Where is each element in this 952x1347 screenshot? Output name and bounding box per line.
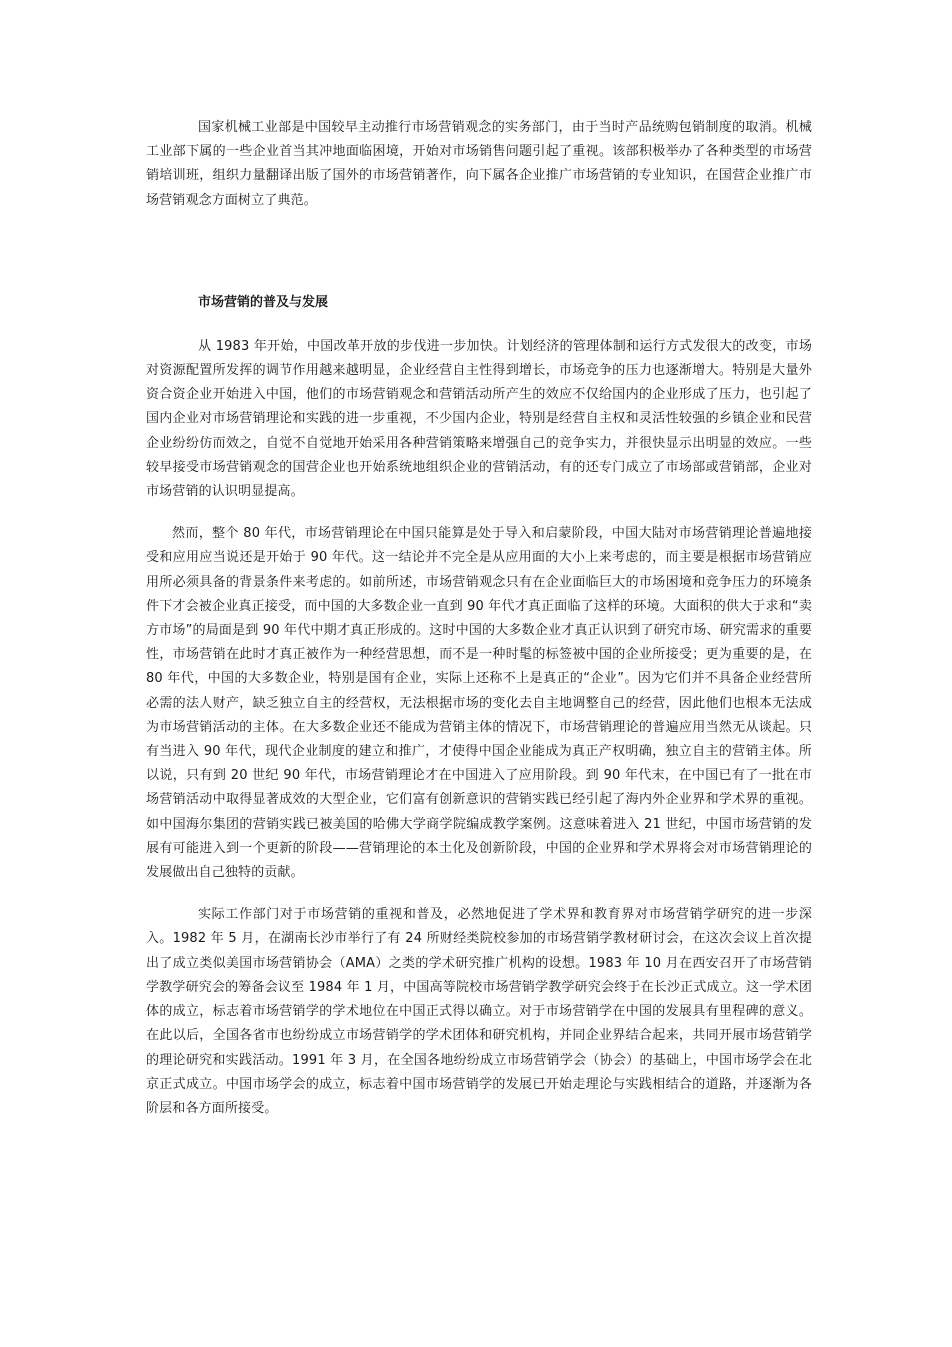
body-paragraph: 实际工作部门对于市场营销的重视和普及，必然地促进了学术界和教育界对市场营销学研究的进一步深入。1982 年 5 月，在湖南长沙市举行了有 24 所财经类院校参加的市场营销学教材研讨会，在这次会议上首次提出了成立类似美国市场营销协会（AMA）之类的学术研究推广机构的设想。1983 年 10 月在西安召开了市场营销学教学研究会的筹备会议至 1984 年 1 月，中国高等院校市场营销学教学研究会终于在长沙正式成立。这一学术团体的成立，标志着市场营销学的学术地位在中国正式得以确立。对于市场营销学在中国的发展具有里程碑的意义。在此以后，全国各省市也纷纷成立市场营销学的学术团体和研究机构，并同企业界结合起来，共同开展市场营销学的理论研究和实践活动。1991 年 3 月，在全国各地纷纷成立市场营销学会（协会）的基础上，中国市场学会在北京正式成立。中国市场学会的成立，标志着中国市场营销学的发展已开始走理论与实践相结合的道路，并逐渐为各阶层和各方面所接受。 (146, 907, 812, 1116)
spacer (146, 504, 812, 522)
intro-paragraph: 国家机械工业部是中国较早主动推行市场营销观念的实务部门，由于当时产品统购包销制度的取消。机械工业部下属的一些企业首当其冲地面临困境，开始对市场销售问题引起了重视。该部积极举办了各种类型的市场营销培训班，组织力量翻译出版了国外的市场营销著作，向下属各企业推广市场营销的专业知识，在国营企业推广市场营销观念方面树立了典范。 (146, 120, 812, 208)
spacer (146, 315, 812, 335)
body-paragraph: 然而，整个 80 年代，市场营销理论在中国只能算是处于导入和启蒙阶段，中国大陆对市场营销理论普遍地接受和应用应当说还是开始于 90 年代。这一结论并不完全是从应用面的大小上来考虑的，而主要是根据市场营销应用所必须具备的背景条件来考虑的。如前所述，市场营销观念只有在企业面临巨大的市场困境和竞争压力的环境条件下才会被企业真正接受，而中国的大多数企业一直到 90 年代才真正面临了这样的环境。大面积的供大于求和“卖方市场”的局面是到 90 年代中期才真正形成的。这时中国的大多数企业才真正认识到了研究市场、研究需求的重要性，市场营销在此时才真正被作为一种经营思想，而不是一种时髦的标签被中国的企业所接受；更为重要的是，在 80 年代，中国的大多数企业，特别是国有企业，实际上还称不上是真正的“企业”。因为它们并不具备企业经营所必需的法人财产，缺乏独立自主的经营权，无法根据市场的变化去自主地调整自己的经营，因此他们也根本无法成为市场营销活动的主体。在大多数企业还不能成为营销主体的情况下，市场营销理论的普遍应用当然无从谈起。只有当进入 90 年代，现代企业制度的建立和推广，才使得中国企业能成为真正产权明确，独立自主的营销主体。所以说，只有到 20 世纪 90 年代，市场营销理论才在中国进入了应用阶段。到 90 年代末，在中国已有了一批在市场营销活动中取得显著成效的大型企业，它们富有创新意识的营销实践已经引起了海内外企业界和学术界的重视。如中国海尔集团的营销实践已被美国的哈佛大学商学院编成教学案例。这意味着进入 21 世纪，中国市场营销的发展有可能进入到一个更新的阶段——营销理论的本土化及创新阶段，中国的企业界和学术界将会对市场营销理论的发展做出自己独特的贡献。 (146, 526, 812, 881)
spacer (146, 213, 812, 291)
document-page (146, 116, 812, 1121)
section-heading: 市场营销的普及与发展 (198, 294, 329, 310)
spacer (146, 885, 812, 903)
body-paragraph: 从 1983 年开始，中国改革开放的步伐进一步加快。计划经济的管理体制和运行方式发很大的改变，市场对资源配置所发挥的调节作用越来越明显，企业经营自主性得到增长，市场竞争的压力也逐渐增大。特别是大量外资合资企业开始进入中国，他们的市场营销观念和营销活动所产生的效应不仅给国内的企业形成了压力，也引起了国内企业对市场营销理论和实践的进一步重视，不少国内企业，特别是经营自主权和灵活性较强的乡镇企业和民营企业纷纷仿而效之，自觉不自觉地开始采用各种营销策略来增强自己的竞争实力，并很快显示出明显的效应。一些较早接受市场营销观念的国营企业也开始系统地组织企业的营销活动，有的还专门成立了市场部或营销部，企业对市场营销的认识明显提高。 (146, 338, 812, 500)
